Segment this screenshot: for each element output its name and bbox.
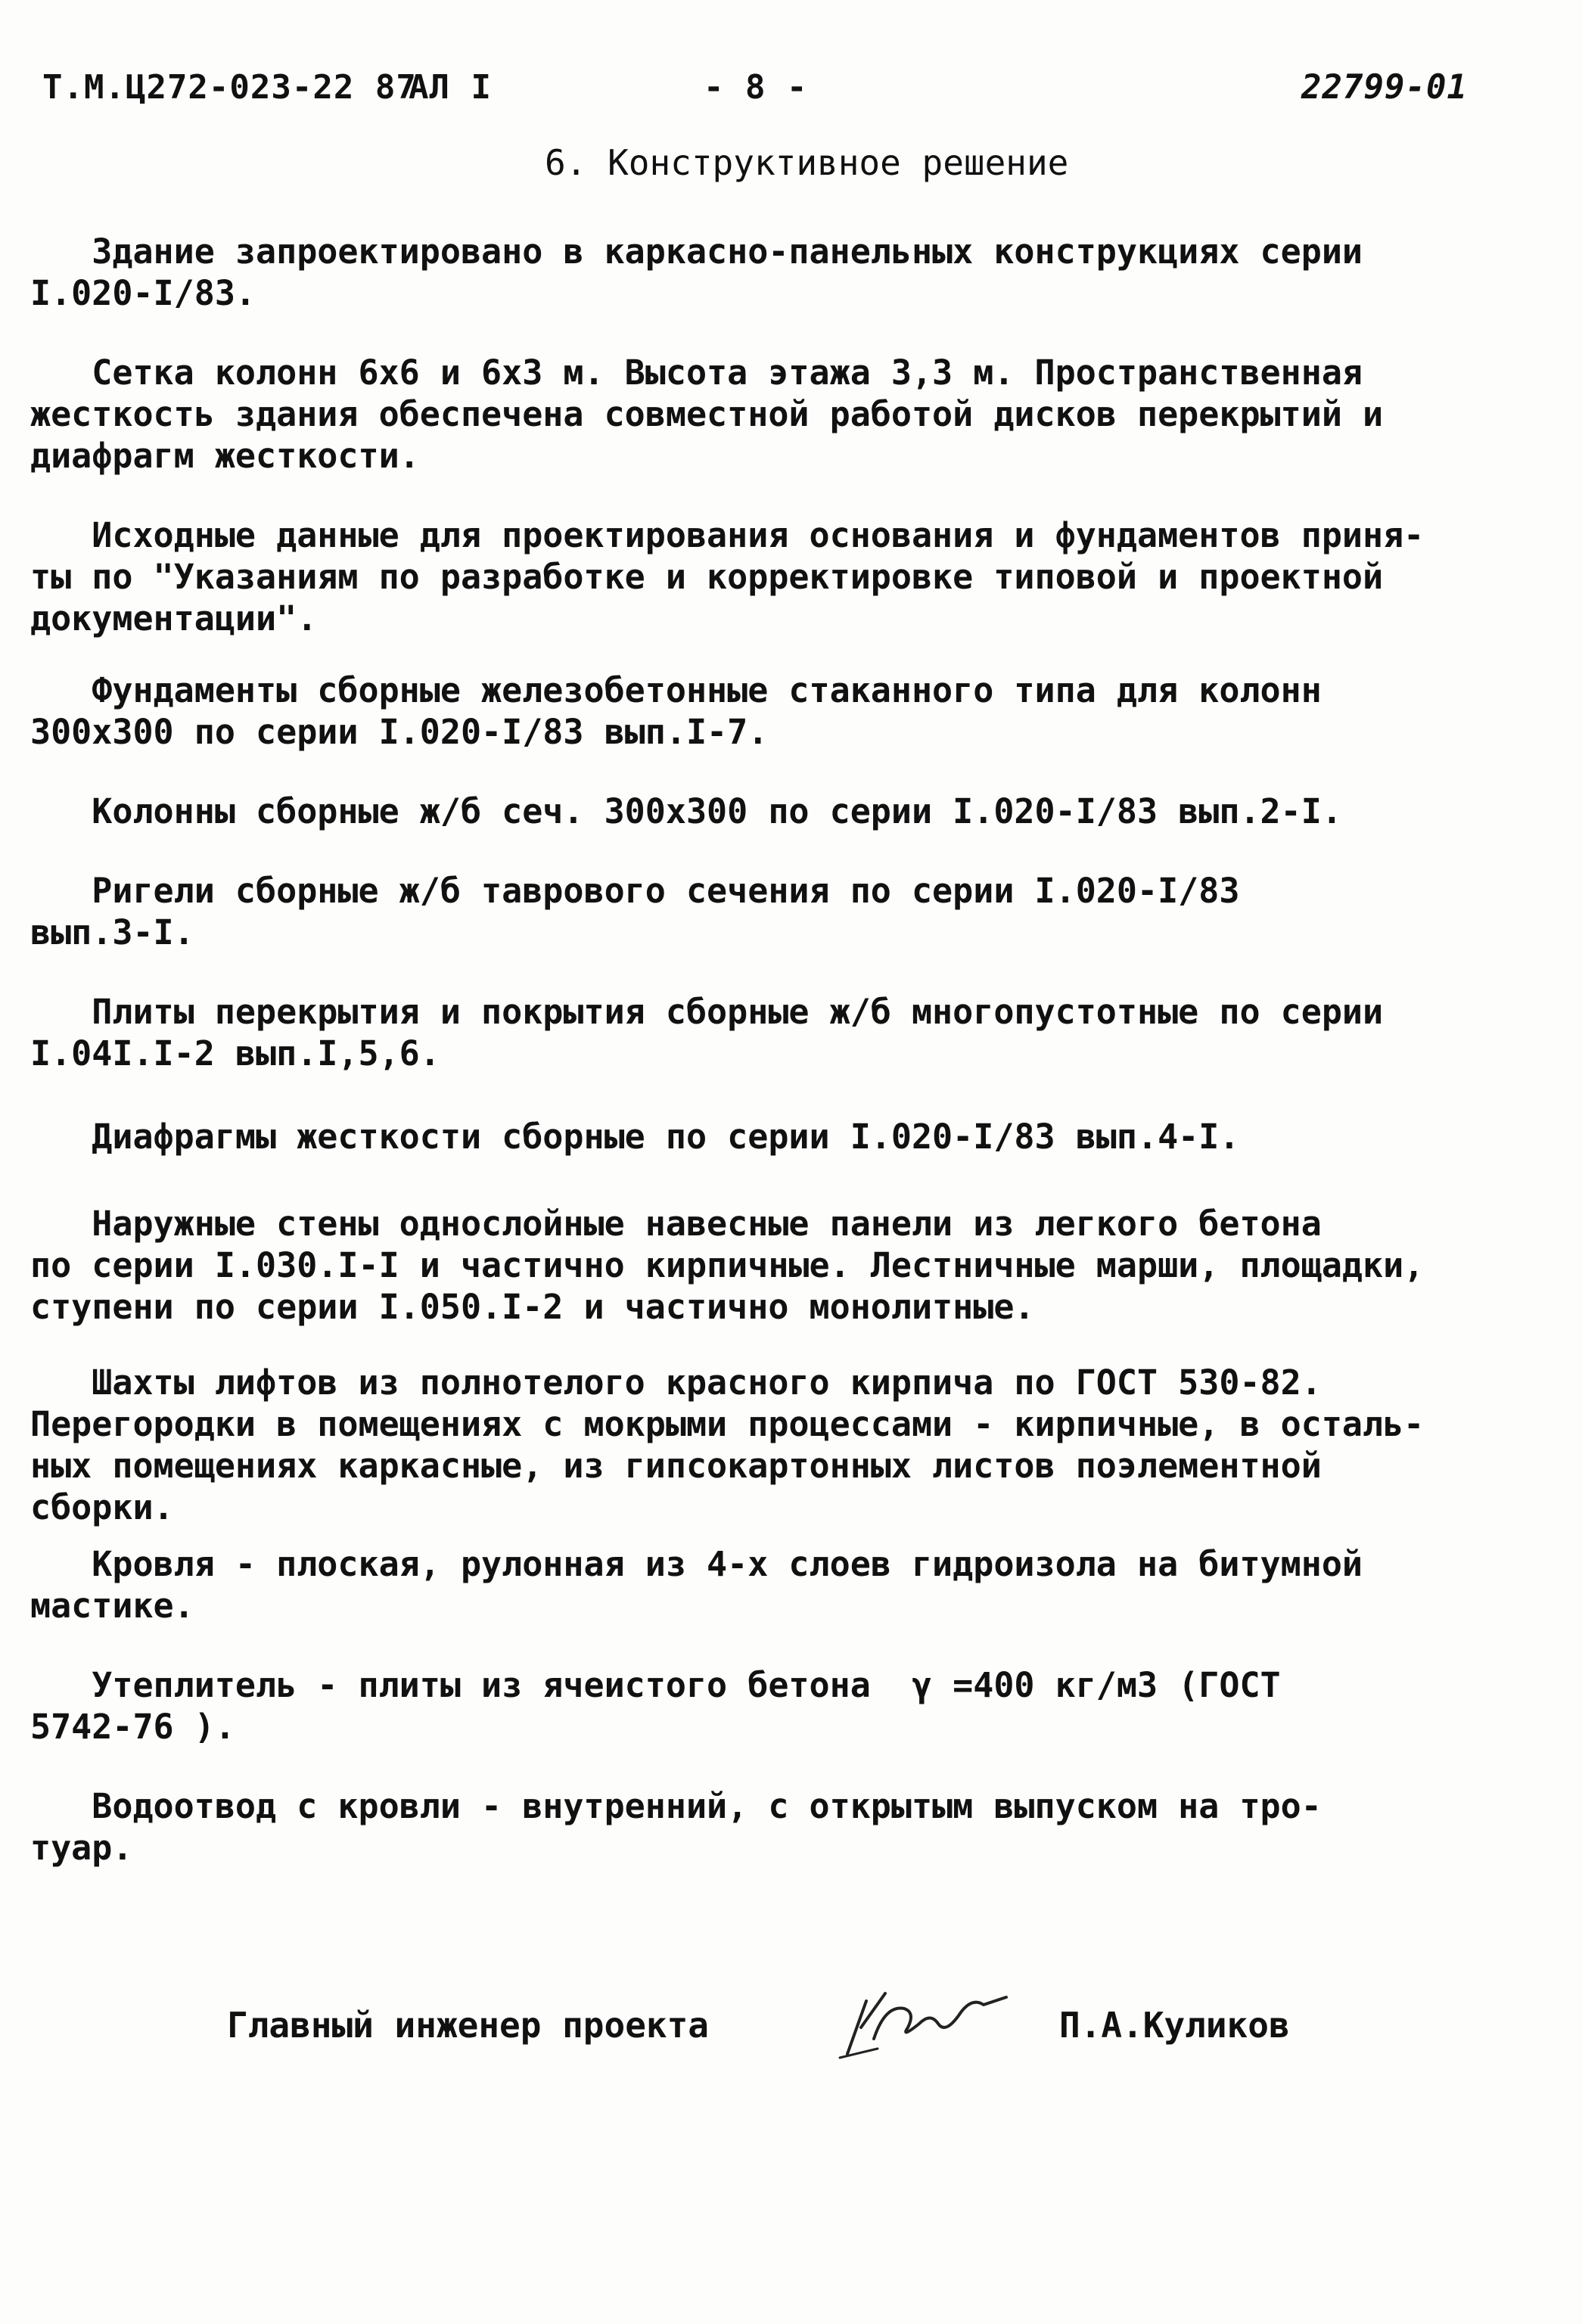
paragraph-walls: Наружные стены однослойные навесные панели из легкого бетона по серии I.030.I-I и частично кирпичные. Лестничные марши, площадки, ступени по серии I.050.I-2 и частично монолитные. (30, 1204, 1425, 1327)
paragraph-drainage: Водоотвод с кровли - внутренний, с открытым выпуском на тро- туар. (30, 1786, 1322, 1868)
section-title: 6. Конструктивное решение (545, 142, 1069, 183)
album-number: АЛ I (409, 68, 492, 107)
paragraph-input-data: Исходные данные для проектирования основания и фундаментов приня- ты по "Указаниям по разработке и корректировке типовой и проектной документации". (30, 515, 1425, 638)
paragraph-shafts: Шахты лифтов из полнотелого красного кирпича по ГОСТ 530-82. Перегородки в помещениях с мокрыми процессами - кирпичные, в осталь- ных помещениях каркасные, из гипсокартонных листов поэлементной сборки. (30, 1362, 1425, 1527)
inventory-number: 22799-01 (1301, 68, 1468, 107)
paragraph-girders: Ригели сборные ж/б таврового сечения по серии I.020-I/83 вып.3-I. (30, 871, 1240, 952)
document-code: Т.М.Ц272-023-22 87 (42, 68, 417, 107)
paragraph-grid: Сетка колонн 6х6 и 6х3 м. Высота этажа 3,3 м. Пространственная жесткость здания обеспечена совместной работой дисков перекрытий и диафрагм жесткости. (30, 353, 1384, 476)
paragraph-building: Здание запроектировано в каркасно-панельных конструкциях серии I.020-I/83. (30, 231, 1363, 313)
paragraph-foundations: Фундаменты сборные железобетонные стаканного типа для колонн 300х300 по серии I.020-I/83 вып.I-7. (30, 670, 1322, 752)
handwritten-signature (832, 1982, 1014, 2065)
paragraph-roof: Кровля - плоская, рулонная из 4-х слоев гидроизола на битумной мастике. (30, 1544, 1363, 1626)
paragraph-insulation: Утеплитель - плиты из ячеистого бетона γ =400 кг/м3 (ГОСТ 5742-76 ). (30, 1665, 1281, 1747)
paragraph-slabs: Плиты перекрытия и покрытия сборные ж/б многопустотные по серии I.04I.I-2 вып.I,5,6. (30, 992, 1384, 1073)
signatory-title: Главный инженер проекта (227, 2005, 709, 2046)
signatory-name: П.А.Куликов (1059, 2005, 1290, 2046)
signature-block (0, 1982, 1582, 2073)
page-number: - 8 - (704, 68, 808, 107)
paragraph-diaphragms: Диафрагмы жесткости сборные по серии I.020-I/83 вып.4-I. (30, 1117, 1240, 1157)
paragraph-columns: Колонны сборные ж/б сеч. 300х300 по серии I.020-I/83 вып.2-I. (30, 791, 1342, 831)
